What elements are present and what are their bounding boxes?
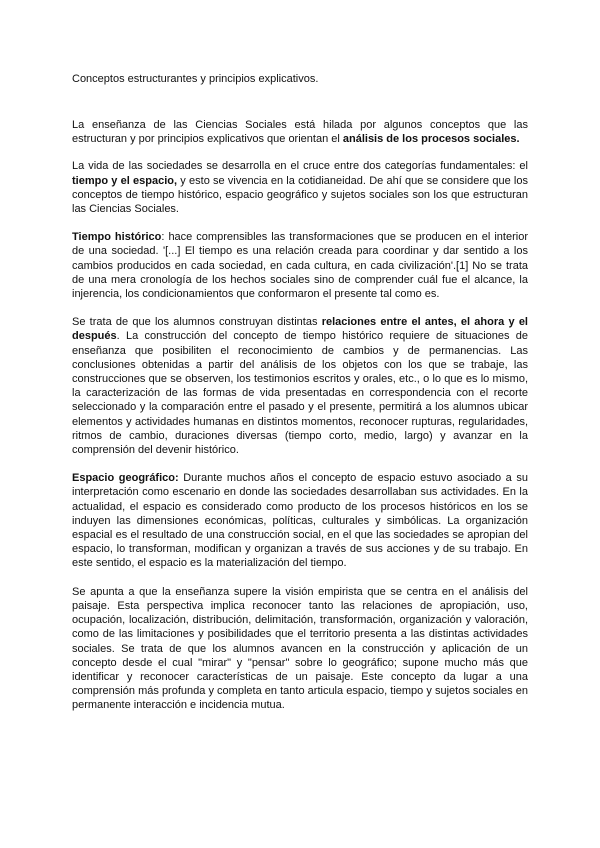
paragraph-tiempo-historico: [72, 230, 528, 301]
paragraph-text: Se apunta a que la enseñanza supere la visión empirista que se centra en el análisis del paisaje. Esta perspectiva implica reconocer tanto las relaciones de apropiación, uso, ocupación, localización, distribución, delimitación, transformación, organización y valoración, como de las limitaciones y posibilidades que el territorio presenta a las distintas actividades sociales. Se trata de que los alumnos avancen en la construcción y aplicación de un concepto desde el cual "mirar" y "pensar" sobre lo geográfico; supone mucho más que identificar y reconocer características de un paisaje. Este concepto da lugar a una comprensión más profunda y completa en tanto articula espacio, tiempo y sujetos sociales en permanente interacción e incidencia mutua.: [72, 585, 528, 712]
paragraph-intro: [72, 118, 528, 146]
paragraph-text: Durante muchos años el concepto de espacio estuvo asociado a su interpretación como escenario en donde las sociedades desarrollaban sus actividades. En la actualidad, el espacio es considerado como producto de los procesos históricos en los se induyen las dimensiones económicas, políticas, culturales y simbólicas. La organización espacial es el resultado de una construcción social, en el que las sociedades se apropian del espacio, lo transforman, modifican y organizan a través de sus acciones y de su trabajo. En este sentido, el espacio es la materialización del tiempo.: [72, 472, 528, 570]
paragraph-text: y esto se vivencia en la cotidianeidad. De ahí que se considere que los conceptos de tiempo histórico, espacio geográfico y sujetos sociales son los que estructuran las Ciencias Sociales.: [72, 174, 528, 216]
paragraph-text: Se trata de que los alumnos construyan distintas: [72, 316, 322, 329]
bold-phrase: tiempo y el espacio,: [72, 174, 178, 187]
paragraph-text: : hace comprensibles las transformaciones que se producen en el interior de una sociedad. '[...] El tiempo es una relación creada para coordinar y dar sentido a los cambios producidos en cada sociedad, en cada cultura, en cada civilización'.[1] No se trata de una mera cronología de los hechos sociales sino de comprender cuál fue el alcance, la injerencia, los condicionamientos que conformaron el presente tal como es.: [72, 231, 528, 301]
paragraph-text: . La construcción del concepto de tiempo histórico requiere de situaciones de enseñanza que posibiliten el reconocimiento de cambios y de permanencias. Las conclusiones obtenidas a partir del análisis de los objetos con los que se trabaje, las construcciones que se observen, los testimonios escritos y orales, etc., o lo que es lo mismo, la caracterización de las formas de vida presentadas en correspondencia con el recorte seleccionado y la comparación entre el pasado y el presente, permitirá a los alumnos ubicar elementos y actividades humanas en distintos momentos, reconocer rupturas, regularidades, ritmos de cambio, duraciones diversas (tiempo corto, medio, largo) y avanzar en la comprensión del devenir histórico.: [72, 330, 528, 457]
bold-phrase: Tiempo histórico: [72, 231, 162, 244]
document-title: Conceptos estructurantes y principios explicativos.: [72, 73, 319, 85]
paragraph-relaciones: [72, 315, 528, 457]
paragraph-espacio-geografico: [72, 471, 528, 570]
paragraph-text: La enseñanza de las Ciencias Sociales está hilada por algunos conceptos que las estructuran y por principios explicativos que orientan el: [72, 119, 528, 146]
bold-phrase: Espacio geográfico:: [72, 472, 179, 485]
bold-phrase: relaciones entre el antes, el ahora y el después: [72, 316, 528, 343]
bold-phrase: análisis de los procesos sociales.: [342, 133, 520, 146]
paragraph-categories: [72, 159, 528, 216]
paragraph-text: La vida de las sociedades se desarrolla en el cruce entre dos categorías fundamentales: el: [72, 160, 528, 173]
paragraph-paisaje: [72, 585, 528, 713]
